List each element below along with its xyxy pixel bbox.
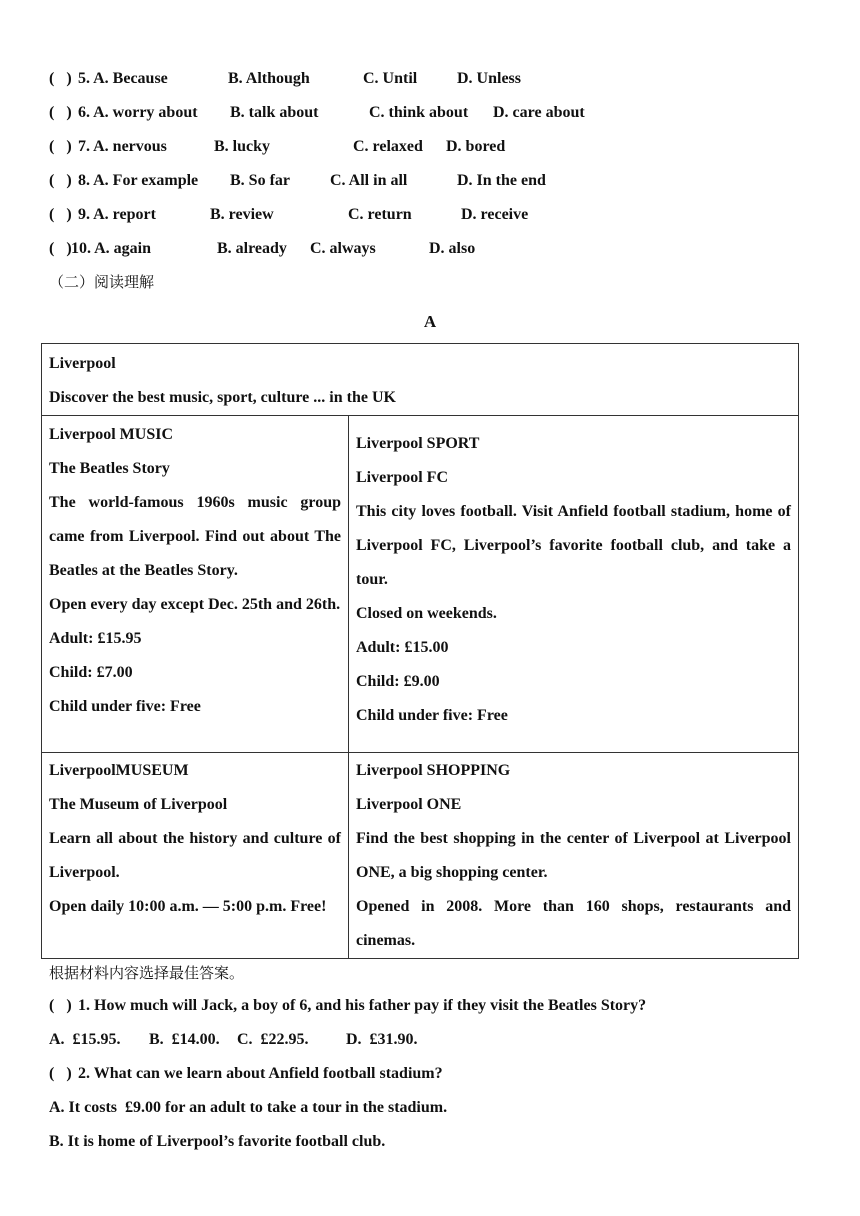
shopping-desc: Find the best shopping in the center of Liverpool at Liverpool ONE, a big shopping center.: [356, 830, 791, 881]
question-text: 1. How much will Jack, a boy of 6, and his father pay if they visit the Beatles Story?: [78, 997, 647, 1014]
option-d: D. receive: [461, 206, 529, 223]
answer-blank: ( ): [49, 240, 72, 257]
sport-desc: This city loves football. Visit Anfield football stadium, home of Liverpool FC, Liverpool’s favorite football club, and take a tour.: [356, 502, 791, 588]
option-a: 9. A. report: [78, 206, 156, 223]
museum-cell: [42, 753, 349, 959]
option-b: B. Although: [228, 70, 310, 87]
option-c: C. always: [310, 240, 376, 257]
option-d: D. £31.90.: [346, 1031, 418, 1048]
option-b: B. review: [210, 206, 274, 223]
option-a: 10. A. again: [71, 240, 152, 257]
museum-open: Open daily 10:00 a.m. — 5:00 p.m. Free!: [49, 898, 327, 915]
answer-blank: ( ): [49, 138, 72, 155]
shopping-opened: Opened in 2008. More than 160 shops, restaurants and cinemas.: [356, 898, 791, 949]
option-a: A. £15.95.: [49, 1031, 121, 1048]
answer-blank: ( ): [49, 104, 72, 121]
option-b: B. £14.00.: [149, 1031, 220, 1048]
music-open: Open every day except Dec. 25th and 26th.: [49, 596, 341, 613]
option-b: B. already: [217, 240, 287, 257]
music-under5-price: Child under five: Free: [49, 698, 201, 715]
answer-blank: ( ): [49, 172, 72, 189]
sport-name: Liverpool FC: [356, 468, 448, 486]
shopping-name: Liverpool ONE: [356, 796, 462, 813]
question-text: 2. What can we learn about Anfield football stadium?: [78, 1065, 443, 1082]
answer-blank: ( ): [49, 70, 72, 87]
option-b: B. So far: [230, 172, 290, 189]
option-d: D. In the end: [457, 172, 546, 189]
option-c: C. Until: [363, 70, 418, 87]
music-name: The Beatles Story: [49, 460, 170, 477]
answer-blank: ( ): [49, 206, 72, 223]
option-d: D. Unless: [457, 70, 522, 87]
shopping-cell: [349, 753, 799, 959]
sport-child-price: Child: £9.00: [356, 672, 440, 690]
sport-adult-price: Adult: £15.00: [356, 638, 449, 656]
option-b: B. It is home of Liverpool’s favorite football club.: [49, 1133, 386, 1150]
music-title: Liverpool MUSIC: [49, 426, 173, 443]
option-d: D. bored: [446, 138, 506, 155]
option-a: 8. A. For example: [78, 172, 199, 189]
music-cell: [42, 416, 349, 753]
option-a: A. It costs £9.00 for an adult to take a tour in the stadium.: [49, 1099, 448, 1116]
option-b: B. talk about: [230, 104, 319, 121]
option-d: D. care about: [493, 104, 585, 121]
museum-title: LiverpoolMUSEUM: [49, 762, 189, 779]
sport-cell: [349, 416, 799, 753]
liverpool-ad-table: [41, 343, 799, 959]
answer-blank: ( ): [49, 1065, 72, 1082]
museum-name: The Museum of Liverpool: [49, 796, 228, 813]
music-desc: The world-famous 1960s music group came from Liverpool. Find out about The Beatles at the Beatles Story.: [49, 494, 341, 579]
option-c: C. think about: [369, 104, 469, 121]
ad-subtitle: Discover the best music, sport, culture ... in the UK: [49, 389, 396, 406]
museum-desc: Learn all about the history and culture of Liverpool.: [49, 830, 341, 881]
option-c: C. relaxed: [353, 138, 423, 155]
ad-header: [42, 344, 799, 416]
option-b: B. lucky: [214, 138, 271, 155]
option-c: C. All in all: [330, 172, 408, 189]
option-c: C. £22.95.: [237, 1031, 309, 1048]
instruction: 根据材料内容选择最佳答案。: [49, 964, 245, 982]
option-d: D. also: [429, 240, 476, 257]
passage-label: A: [423, 312, 437, 331]
sport-under5-price: Child under five: Free: [356, 706, 508, 724]
ad-title: Liverpool: [49, 355, 116, 372]
answer-blank: ( ): [49, 997, 72, 1014]
sport-closed: Closed on weekends.: [356, 604, 497, 622]
music-child-price: Child: £7.00: [49, 664, 133, 681]
option-a: 6. A. worry about: [78, 104, 198, 121]
shopping-title: Liverpool SHOPPING: [356, 762, 511, 779]
option-a: 7. A. nervous: [78, 138, 167, 155]
section-heading: （二）阅读理解: [49, 273, 155, 291]
sport-title: Liverpool SPORT: [356, 434, 480, 452]
option-c: C. return: [348, 206, 412, 223]
music-adult-price: Adult: £15.95: [49, 630, 142, 647]
option-a: 5. A. Because: [78, 70, 168, 87]
